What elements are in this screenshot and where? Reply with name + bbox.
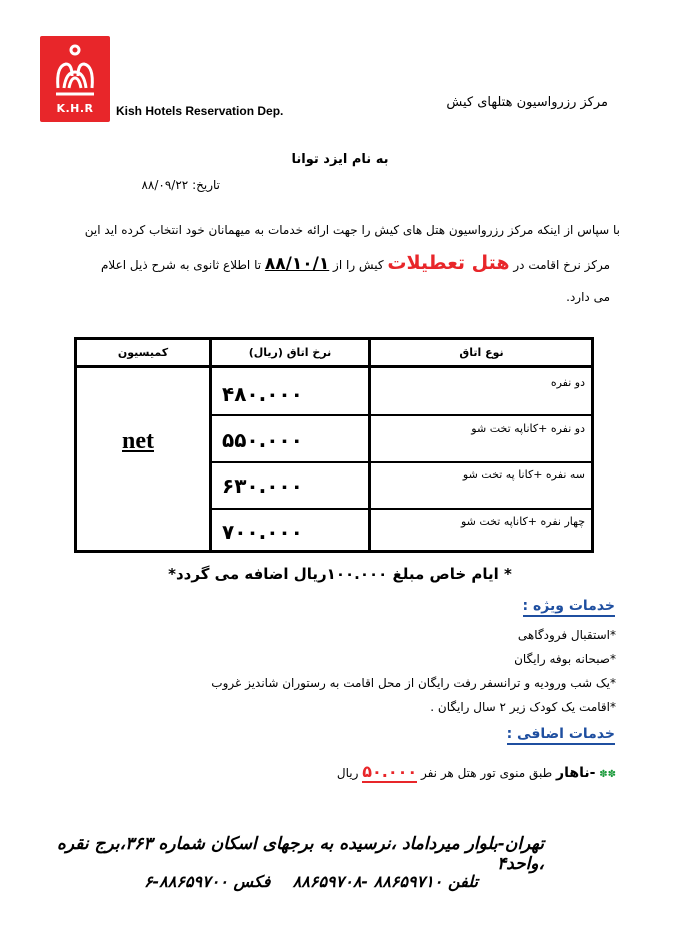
row-divider <box>212 461 591 463</box>
special-services-title: خدمات ویژه : <box>523 598 615 617</box>
header-commission: کمیسیون <box>117 346 169 359</box>
hotel-name: هتل تعطیلات <box>387 252 510 274</box>
phone-numbers: ۸۸۶۵۹۷۱۰ -۸۸۶۵۹۷۰۸ <box>292 872 443 891</box>
currency-label: ریال <box>336 766 359 780</box>
address: تهران-بلوار میرداماد ،نرسیده به برجهای اسکان شماره ۳۶۳،برج نقره ،واحد۴ <box>57 834 544 874</box>
rate-cell: ۶۳۰.۰۰۰ <box>222 474 303 498</box>
fax-number: ۸۸۶۵۹۷۰۰-۶ <box>143 872 228 891</box>
letter-date <box>20 178 220 192</box>
service-item: *اقامت یک کودک زیر ۲ سال رایگان . <box>430 700 616 714</box>
lunch-price: ۵۰.۰۰۰ <box>362 762 418 781</box>
room-type-cell: سه نفره +کانا په تخت شو <box>462 468 585 481</box>
service-item: *یک شب ورودیه و ترانسفر رفت رایگان از محل اقامت به رستوران شاندیز غروب <box>211 676 616 690</box>
service-item: *استقبال فرودگاهی <box>517 628 616 642</box>
room-type-cell: چهار نفره +کاناپه تخت شو <box>460 515 585 528</box>
intro-text-mid: کیش را از <box>333 258 384 272</box>
header-rate: نرخ اتاق (ریال) <box>248 346 332 359</box>
special-days-note: * ایام خاص مبلغ ۱۰۰.۰۰۰ریال اضافه می گردد* <box>168 565 512 583</box>
intro-line-2 <box>20 252 610 274</box>
intro-line-1: با سپاس از اینکه مرکز رزرواسیون هتل های کیش را جهت ارائه خدمات به میهمانان خود انتخاب کرده اید این <box>84 223 620 237</box>
intro-text-before: مرکز نرخ اقامت در <box>513 258 610 272</box>
column-divider <box>209 340 212 550</box>
fax-label: فکس <box>233 872 271 891</box>
intro-text-after: تا اطلاع ثانوی به شرح ذیل اعلام <box>101 258 262 272</box>
contact-numbers <box>20 872 478 891</box>
rate-cell: ۵۵۰.۰۰۰ <box>222 428 303 452</box>
effective-date: ۸۸/۱۰/۱ <box>264 254 330 274</box>
date-label: تاریخ: <box>192 178 220 192</box>
crown-icon <box>52 42 98 98</box>
company-logo <box>40 36 110 122</box>
header-room-type: نوع اتاق <box>459 346 504 359</box>
room-type-cell: دو نفره +کاناپه تخت شو <box>471 422 585 435</box>
rate-cell: ۷۰۰.۰۰۰ <box>222 520 303 544</box>
lunch-service <box>20 762 616 781</box>
basmala-heading: به نام ایزد توانا <box>291 152 389 167</box>
phone-label: تلفن <box>447 872 478 891</box>
lunch-text: طبق منوی تور هتل هر نفر <box>420 766 553 780</box>
org-name-fa: مرکز رزرواسیون هتلهای کیش <box>446 95 608 110</box>
row-divider <box>212 414 591 416</box>
rate-table <box>74 337 594 553</box>
org-name-en: Kish Hotels Reservation Dep. <box>116 104 284 118</box>
logo-letters: K.H.R <box>56 102 94 115</box>
service-item: *صبحانه بوفه رایگان <box>514 652 616 666</box>
asterisk-icon: ✽✽ <box>599 769 616 780</box>
room-type-cell: دو نفره <box>550 376 585 389</box>
row-divider <box>212 508 591 510</box>
rate-cell: ۴۸۰.۰۰۰ <box>222 382 303 406</box>
date-value: ۸۸/۰۹/۲۲ <box>141 178 189 192</box>
commission-value: net <box>122 428 154 454</box>
intro-line-3: می دارد. <box>566 290 610 304</box>
lunch-label: -ناهار <box>556 765 596 781</box>
extra-services-title: خدمات اضافی : <box>507 726 615 745</box>
